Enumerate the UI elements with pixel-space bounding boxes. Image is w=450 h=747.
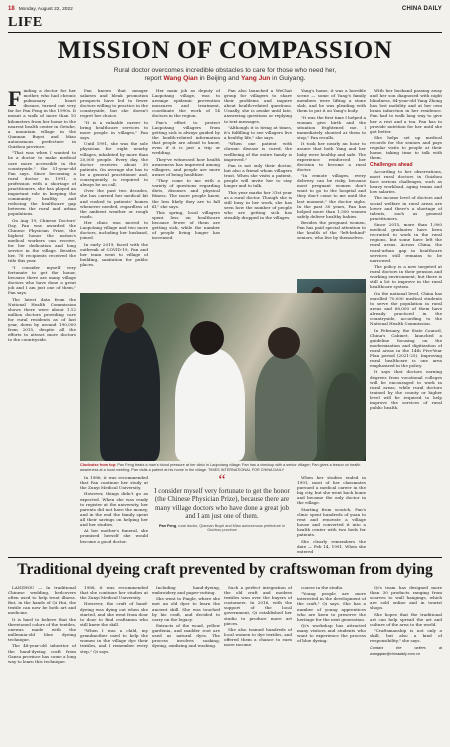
deck-text-2: report [144,75,164,82]
paragraph: On Aug 19, Chinese Doctors' Day, Pan was awarded the Chinese Physician Prize, the highest honor the nation's medical workers can receive, for her dedication and long service in the village. Besides her, 78 recipients received the title this year. [8,217,76,264]
paragraph: "It was the first time I helped a woman give birth and the situation frightened me. I immediately shouted at them to stop," Pan recalls. [297,114,366,141]
paragraph: In February, the State Council, China's Cabinet, launched a guideline focusing on the modernization and digitization of rural areas in the 14th Five-Year Plan period (2021-25). Improving rural healthcare is one area emphasized in the policy. [370,327,442,369]
article-column-3 [152,88,220,291]
paragraph: Pan's effort to protect Laopotang villagers from getting sick is always guided by the health-related information that people are afraid to know, even if it is just a trip or wedding. [152,119,220,156]
paragraph: At her mother's funeral, she promised herself she would become a good doctor. [80,528,148,544]
paragraph: According to her observations, most rural doctors in Guizhou face serious challenges, such as heavy workload, aging teams and low salaries. [370,168,442,195]
paragraph: They've witnessed how health awareness has improved among villagers, and people are more aware of being healthier. [152,156,220,177]
paragraph: It is hard to believe that the threetoned colors of the textiles, onewas made with the millennia-old blue dyeing technique. [8,616,76,643]
paragraph: Pan knows that meager salaries and bleak promotion prospects have led to fewer doctors willing to practice in the countryside, but she doesn't regret her choice. [80,88,148,119]
paragraph: 1988, it was recommended that she continue her studies at the Zunyi Medical University. [80,585,148,601]
paragraph: course in the studio. [301,585,344,590]
paragraph: Qi's workshop has attracted many visitors and students who want to experience the process of blue dyeing. [297,623,366,644]
quote-role: , rural doctor, Qiannan Buyei and Miao autonomous prefecture in Guizhou province [176,523,285,533]
masthead [8,4,442,14]
paragraph: "When one patient with chronic disease is cured, the wellbeing of the entire family is improved." [224,141,292,162]
paragraph: In early 2019, faced with the outbreak of COVID-19, Pan and her team went to village of building, sanitation for public places. [80,241,148,268]
paragraph: "When I was a child, my grandmother used to help the women in the village dye their textiles, and I remember every step," Qi says. [80,628,148,654]
paragraph: "In remote villages, every delivery can be risky, because most pregnant women don't want to go to the hospital and they don't come to me until the last moment," the doctor sighs. In the past 30 years, Pan has helped more than 1,500 women safely deliver healthy babies. [297,173,366,219]
paragraph: On the national level, China has enrolled 70,000 medical students to serve the population in rural areas and 68,000 of them have already practiced in the countryside, according to the National Health Commission. [370,290,442,327]
contact-line: Contact the writers at wangqian@chinadaily.com.cn [370,646,442,656]
quote-attribution [152,524,292,533]
photo-caption [80,463,366,472]
paragraph: The income level of doctors and social welfare in rural areas are lower and there's a shortage of talents, such as general practitioners. [370,195,442,221]
pull-quote [152,472,292,553]
paragraph: It took her nearly an hour to assure that both Yang and her baby were healthy and safe. The experience reinforced her decision to become a rural doctor. [297,141,366,172]
paragraph: Since 2015, more than 1,900 medical graduates have been recruited to work in the rural regions, but some have left the rural areas. Across China, the rural-urban gap in healthcare services still remains to be narrowed. [370,222,442,263]
newspaper-brand: CHINA DAILY [401,6,442,12]
paragraph: The 48-year-old inheritor of the hand-dyeing craft from Gansu province has come a long way to learn this technique. [8,643,76,664]
story-divider [8,557,442,558]
article-column-4 [224,88,292,291]
paragraph: inding a doctor for her mother, who had chronic pulmonary heart disease, turned out very far for Pan Feng in the 1990s. It meant a walk of more than 10 kilometers from her home to the nearest health center in Getuhe, a mountain village in the Qiannan Buyei and Miao autonomous prefecture in Guizhou province. [8,88,76,150]
second-column-1 [8,585,76,741]
paragraph: Including hand-dyeing, embroidery and paper-cutting. [152,585,220,596]
paragraph: Yang's home, it was a horrible scene — some of Yang's family members were lifting a stone slab, and he was pleading with them to put it on Yang's body. [297,88,366,114]
paragraph: This spring, local villagers spent less on healthcare because fewer of them are getting sick, while the number of people living longer has increased. [152,209,220,241]
paragraph: "That was when I wanted to be a doctor to make medical care more accessible in the countryside," the 51-year-old Pan says. Since becoming a rural doctor in 1991, a profession with a shortage of practitioners, she has played an important role in keeping the community healthy and reducing the healthcare gap between the rural and urban populations. [8,150,76,217]
paragraph: However, the craft of hand-dyeing was dying out when she started, and she went from door to door to find craftsmen who still knew the skill. [80,601,148,627]
paragraph: The policy is a new targeted at rural doctors in their pension and working environment, but there is still a lot to improve in the rural healthcare system. [370,264,442,290]
story-deck [60,67,390,83]
article-column-6 [370,88,442,553]
paragraph: Over the past two decades, she has carried her medical kit and rushed to patients' homes whenever needed, regardless of the ambient weather or rough roads. [80,188,148,219]
paragraph: She went to Pingle, where she met an old dyer to learn the ancient skill. She was touched by his craft, and decided to carry on the legacy. [152,596,220,622]
paragraph: She clearly remembers the date — Feb 14, 1991. When she entered [297,538,366,553]
issue-date: Monday, August 22, 2022 [18,6,73,12]
paragraph: In 1986, it was recommended that Pan continue her study at the Zunyi Medical University. [80,475,148,491]
paragraph: This year marks her 31st year as a rural doctor. Though she is still busy in her work, she has seen how the number of people who are getting sick has steadily dropped in the villages. [224,189,292,220]
second-column-3 [152,585,220,741]
paragraph: "It is a valuable career to bring healthcare services to more people in villages," Pan says. [80,119,148,141]
paragraph: Extracts of the woad, yellow gardenia, and madder root are used as natural dyes. The process involves soaking, dyeing, oxidizing and washing. [152,623,220,649]
paragraph: However, things didn't go as expected. When she was ready to register at the university, her parents did not have the money, and in the end the family spent all their savings on helping her and her studies. [80,491,148,528]
paragraph: When her studies ended in 1991, most of her classmates pursued a medical career in the big city, but she went back home and became the only doctor in the village. [297,475,366,506]
paragraph: "Craftsmanship is not only a skill, but also a kind of responsibility," she says. [370,628,442,644]
quote-mark-icon: “ [218,472,226,489]
paragraph: "I consider myself very fortunate to get the honor, because there are many village doctors who have done a great job and I am just one of them," Pan says. [8,264,76,296]
masthead-left [8,6,73,12]
subheading: Challenges ahead [370,161,413,168]
paragraph: The latest data from the National Health Commission shows there were about 1.12 million doctors providing care for rural residents as of last year, down by around 190,000 from 2015, despite all the efforts to attract more doctors to the countryside. [8,296,76,343]
paragraph: Pan also launched a WeChat group for villagers to share their problems and inquire about health-related questions. Usually, she is awake until late, answering questions or replying to text messages. [224,88,292,124]
paragraph: Such a perfect integration of the old craft and modern textiles won over the buyers of customers. In 2016, with the support of the local government, Qi established her studio to produce more art pieces. [224,585,292,626]
section-label: LIFE [8,15,43,30]
paragraph: She also trained hundreds of local women to dye textiles, and offered them a chance to earn more income. [224,626,292,648]
paragraph: "They come to me with a variety of questions regarding diets, diseases and physical fitness. The more people know, the less likely they are to fall ill," she says. [152,178,220,209]
author-name: Wang Qian [163,75,198,82]
paragraph: Her clinic was moved to Laopotang village and two more doctors, including her husband, joined. [80,220,148,241]
main-headline: MISSION OF COMPASSION [57,37,393,64]
paragraph: Besides the pregnant women, Pan has paid special attention to the health of the "left-behind" seniors, who live by themselves. [297,220,366,241]
deck-text-3: in Beijing and [197,75,242,82]
caption-label: Clockwise from top: [80,463,117,467]
paragraph: Qi's team has designed more than 30 products ranging from scarves to wall hangings, which are sold online and in tourist shops. [370,585,442,611]
quote-text: I consider myself very fortunate to get the honor (the Chinese Physician Prize), because there are many village doctors who have done a great job and I am just one of them. [154,487,290,521]
second-column-6 [370,585,442,741]
photo-doctor-home-visit [80,293,366,461]
deck-text-4: in Guiyang. [270,75,306,82]
second-column-4 [224,585,292,741]
paragraph: "Although it is tiring at times, it's fulfilling to see villagers live a healthy life," she says. [224,124,292,141]
paragraph: It says that doctors earning degrees from vocational colleges will be encouraged to work in rural areas, while rural doctors trained by the county or higher level will be required to help improve the services of rural public health. [370,369,442,411]
paragraph: "Young people are more interested in the development of the craft," Qi says. She has a number of young apprentices who are keen to preserve the heritage for the next generation. [297,591,366,622]
article-column-2 [80,88,148,291]
paragraph: Starting from scratch, Pan's clinic spent hundreds of yuan to rent and renovate a village house and converted it into a health center with two beds for patients. [297,506,366,538]
page-number: 18 [8,6,15,12]
drop-cap: F [8,88,22,111]
paragraph: With her husband passing away and her son diagnosed with night blindness, 84-year-old Yang Zhong has lost mobility and at her own brain infarction in her residence. Pan had to walk long way to give her a rest and a tea. Pan has to provide nutrition for her until she got better. [370,88,442,134]
second-headline: Traditional dyeing craft prevented by craftswoman from dying [17,561,433,578]
caption-text: Pan Feng treats a man's blood pressure at her clinic in Laopotang village; Pan has a checkup with a senior villager; Pan gives a lesson on health awareness at a local meeting. Pan visits a patient at his home in the village. TIMES INTERNATIONAL FOR CHINA DAILY [80,463,361,472]
quote-name: Pan Feng [158,523,177,528]
second-column-5 [297,585,366,741]
article-column-8 [297,475,366,553]
article-column-5 [297,88,366,276]
article-column-7 [80,475,148,553]
article-column-1 [8,88,76,553]
section-divider [8,32,442,33]
second-column-2 [80,585,148,741]
paragraph: LANZHOU — In traditional Chinese wedding, bedcovers often used to help treat illness. But, in the hands of Qi Hui, the textile can now be both art and medicine. [8,585,76,616]
paragraph: Pan is not only their doctor, but also a friend whom villagers trust. When she visits a patient, people will invite her to stay longer and to talk. [224,162,292,189]
paragraph: Until 1991, she was the sole physician for eight nearby villages, inhabited by more than 20,000 people. Every day, the doctor receives about 30 patients. On average she has to be a general practitioner and, consequently, is required to always be on call. [80,141,148,188]
paragraph: She helps set up medical records for the seniors and pays regular visits to people at their home, taking time to talk with them. [370,135,442,161]
paragraph: She hopes that the traditional art can help spread the art and culture of the area to the world. [370,611,442,627]
author-name: Yang Jun [241,75,271,82]
paragraph: Her main job as deputy of Laopotang village, was to arrange epidemic prevention measures and treatment, coordinate the work of 14 doctors in the region. [152,88,220,119]
deck-text-1: Rural doctor overcomes incredible obstacles to care for those who need her, [113,67,337,74]
